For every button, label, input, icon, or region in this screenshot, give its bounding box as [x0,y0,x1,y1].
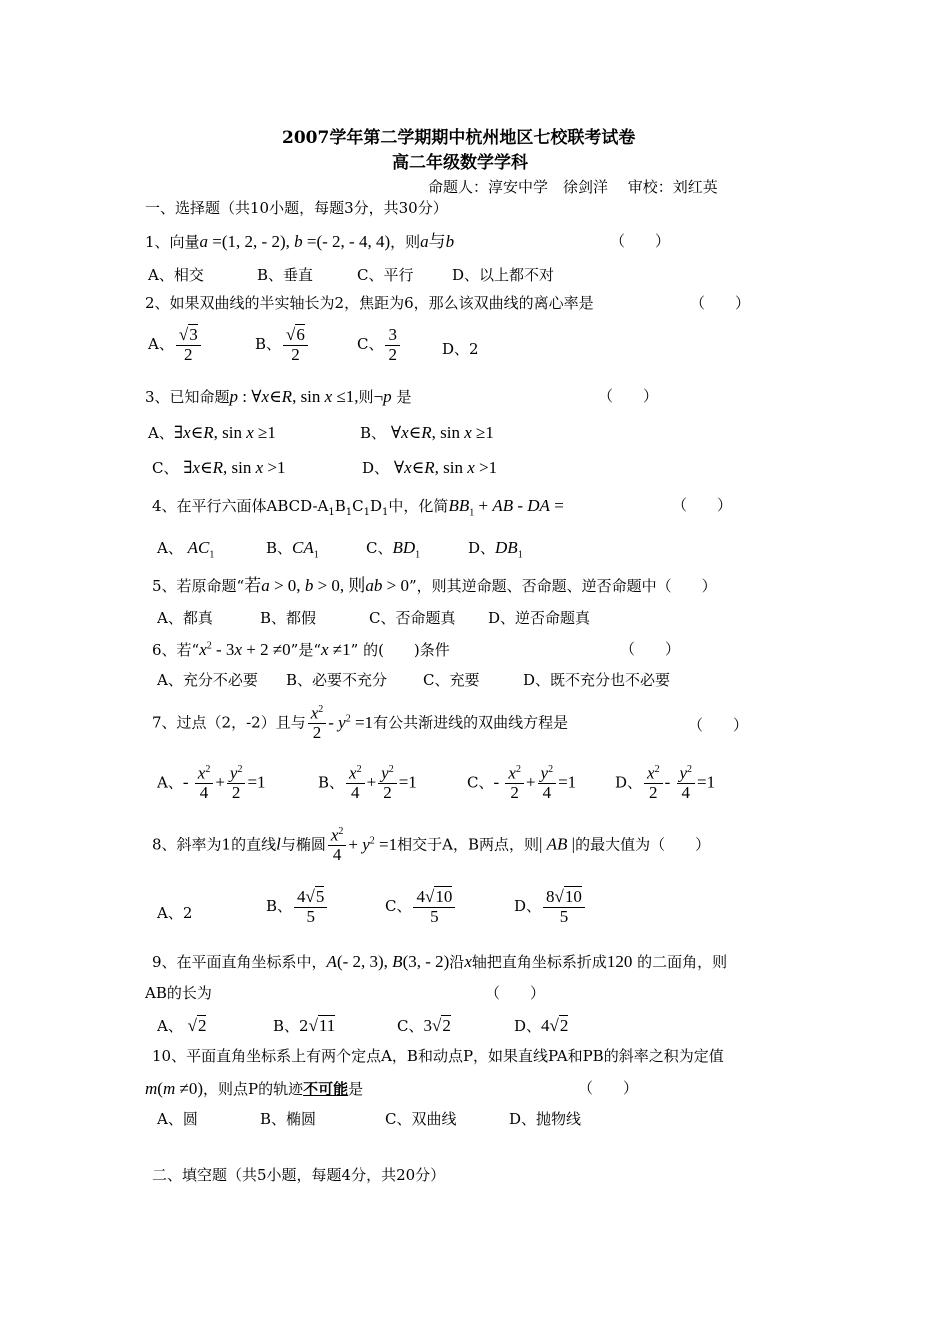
q10-choice-b: B、椭圆 [260,1110,317,1128]
q6-choice-a: A、充分不必要 [157,671,258,689]
answer-paren: （ ） [690,294,751,312]
q10-choice-d: D、抛物线 [509,1110,582,1128]
q5-choice-a: A、都真 [157,609,213,627]
q5-choice-c: C、否命题真 [369,609,456,627]
question-7: 7、过点（2，-2）且与 $\frac{x^2}{2}$ - $y^2 =1$有公共渐进线的双曲线方程是 [152,703,569,743]
q1-choice-a: A、相交 [148,266,204,284]
exam-title: 2007学年第二学期期中杭州地区七校联考试卷 [282,128,636,148]
q5-choice-b: B、都假 [260,609,317,627]
answer-paren: （ ） [620,640,681,658]
q1-choice-b: B、垂直 [257,266,314,284]
q8-choice-c: C、 $\frac{4√10}{5}$ [385,888,457,926]
q5-choice-d: D、逆否命题真 [488,609,591,627]
question-2: 2、如果双曲线的半实轴长为2，焦距为6，那么该双曲线的离心率是 [145,294,594,312]
q3-choice-b: B、 ∀x∈R, sin x ≥1 [360,423,494,442]
q2-choice-c: C、 $\frac{3}{2}$ [357,326,402,364]
question-9-line2: AB的长为 [145,984,212,1002]
answer-paren: （ ） [578,1079,639,1097]
section-2-heading: 二、填空题（共5小题，每题4分，共20分） [152,1166,446,1184]
q3-choice-d: D、 ∀x∈R, sin x >1 [362,458,498,477]
q2-choice-a: A、 $\frac{√3}{2}$ [148,326,203,364]
q6-choice-b: B、必要不充分 [286,671,388,689]
q4-choice-b: B、$CA_1$ [266,538,319,561]
question-8: 8、斜率为1的直线l与椭圆 $\frac{x^2}{4}$ + $y^2 =1$相交于A，B两点，则| AB |的最大值为（ ） [152,825,711,865]
q1-choice-c: C、平行 [357,266,414,284]
q8-choice-d: D、 $\frac{8√10}{5}$ [514,888,587,926]
answer-paren: （ ） [672,496,733,514]
q9-choice-b: B、2√11 [273,1016,336,1035]
exam-subtitle: 高二年级数学学科 [392,153,528,173]
q3-choice-a: A、∃x∈R, sin x ≥1 [148,423,276,442]
question-5: 5、若原命题“若a > 0, b > 0, 则ab > 0”，则其逆命题、否命题、逆否命题中（ ） [152,576,717,595]
exam-authors: 命题人：淳安中学 徐剑洋 审校：刘红英 [428,178,718,196]
question-1: 1、向量a =(1, 2, - 2), b =(- 2, - 4, 4)，则a与b [145,232,455,251]
q2-choice-b: B、 $\frac{√6}{2}$ [255,326,310,364]
q8-choice-a: A、2 [157,904,193,922]
q2-choice-d: D、2 [442,340,479,358]
q4-choice-d: D、$DB_1$ [468,538,523,561]
question-10: 10、平面直角坐标系上有两个定点A，B和动点P，如果直线PA和PB的斜率之积为定值 [152,1047,724,1065]
q10-choice-c: C、双曲线 [385,1110,457,1128]
q1-choice-d: D、以上都不对 [452,266,555,284]
q7-choice-c: C、- $\frac{x^2}{2}$ + $\frac{y^2}{4}$ =1 [467,763,577,803]
q4-choice-a: A、 $AC_1$ [157,538,215,561]
q7-choice-a: A、- $\frac{x^2}{4}$ + $\frac{y^2}{2}$ =1 [157,763,266,803]
question-9: 9、在平面直角坐标系中，A(- 2, 3), B(3, - 2)沿x轴把直角坐标系折成120 的二面角，则 [152,952,728,971]
q6-choice-d: D、既不充分也不必要 [523,671,671,689]
q10-choice-a: A、圆 [157,1110,198,1128]
answer-paren: （ ） [688,716,749,734]
q9-choice-a: A、 √2 [157,1016,207,1035]
q7-choice-d: D、 $\frac{x^2}{2}$ - $\frac{y^2}{4}$ =1 [615,763,716,803]
question-6: 6、若“$x^2 - 3x + 2 \ne 0$”是“x ≠1” 的( )条件 [152,640,450,659]
q6-choice-c: C、充要 [423,671,480,689]
q7-choice-b: B、 $\frac{x^2}{4}$ + $\frac{y^2}{2}$ =1 [318,763,417,803]
q8-choice-b: B、 $\frac{4√5}{5}$ [266,888,329,926]
q4-choice-c: C、$BD_1$ [366,538,421,561]
answer-paren: （ ） [485,984,546,1002]
q3-choice-c: C、 ∃x∈R, sin x >1 [152,458,286,477]
question-10-line2: m(m ≠0)，则点P的轨迹不可能是 [145,1079,364,1098]
question-3: 3、已知命题p : ∀x∈R, sin x ≤1,则¬p 是 [145,387,412,406]
q9-choice-d: D、4√2 [514,1016,569,1035]
question-4: 4、在平行六面体ABCD-$A_1B_1C_1D_1$中，化简$BB_1$ + AB - DA = [152,496,564,519]
q9-choice-c: C、3√2 [397,1016,451,1035]
answer-paren: （ ） [610,232,671,250]
section-1-heading: 一、选择题（共10小题，每题3分，共30分） [145,199,448,217]
answer-paren: （ ） [598,387,659,405]
